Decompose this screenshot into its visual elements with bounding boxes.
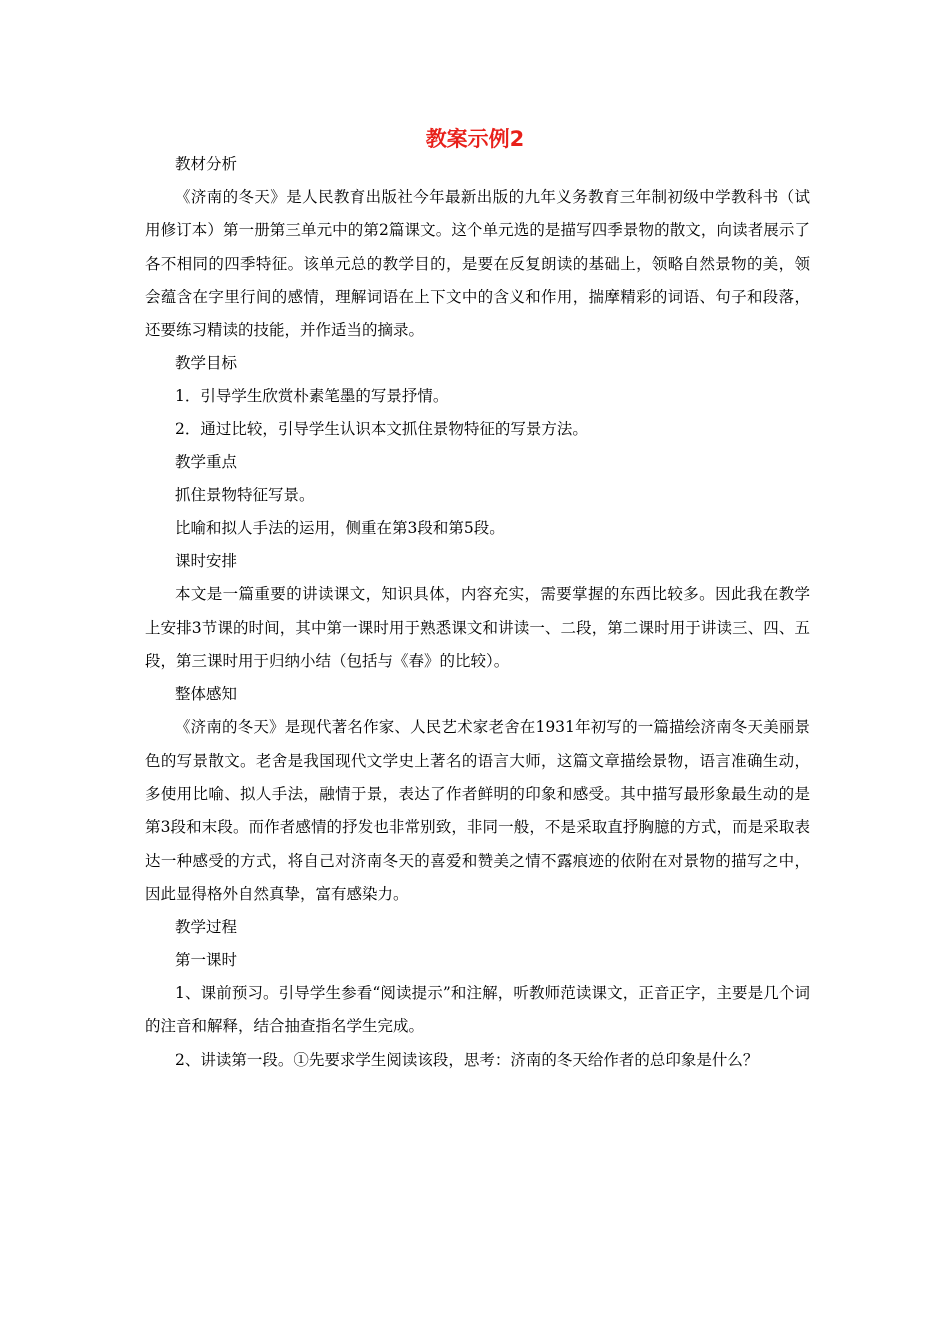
paragraph-step-2: 2、讲读第一段。①先要求学生阅读该段，思考：济南的冬天给作者的总印象是什么？ [175, 1050, 759, 1069]
paragraph-schedule: 本文是一篇重要的讲读课文，知识具体，内容充实，需要掌握的东西比较多。因此我在教学上安排3节课的时间，其中第一课时用于熟悉课文和讲读一、二段，第二课时用于讲读三、四、五段，第三课时用于归纳小结（包括与《春》的比较）。 [145, 585, 810, 671]
document-title: 教案示例2 [425, 127, 525, 151]
goal-item-1: 1．引导学生欣赏朴素笔墨的写景抒情。 [175, 387, 449, 406]
section-heading-material: 教材分析 [175, 155, 238, 173]
focus-item-2: 比喻和拟人手法的运用，侧重在第3段和第5段。 [175, 519, 505, 538]
section-heading-focus: 教学重点 [175, 453, 238, 472]
paragraph-material: 《济南的冬天》是人民教育出版社今年最新出版的九年义务教育三年制初级中学教科书（试用修订本）第一册第三单元中的第2篇课文。这个单元选的是描写四季景物的散文，向读者展示了各不相同的四季特征。该单元总的教学目的，是要在反复朗读的基础上，领略自然景物的美，领会蕴含在字里行间的感情，理解词语在上下文中的含义和作用，揣摩精彩的词语、句子和段落，还要练习精读的技能，并作适当的摘录。 [145, 188, 810, 340]
section-heading-process: 教学过程 [175, 918, 238, 937]
section-heading-schedule: 课时安排 [175, 552, 238, 571]
paragraph-step-1: 1、课前预习。引导学生参看“阅读提示”和注解，听教师范读课文，正音正字，主要是几个词的注音和解释，结合抽查指名学生完成。 [145, 984, 810, 1036]
focus-item-1: 抓住景物特征写景。 [175, 486, 315, 505]
goal-item-2: 2．通过比较，引导学生认识本文抓住景物特征的写景方法。 [175, 420, 588, 439]
paragraph-overall: 《济南的冬天》是现代著名作家、人民艺术家老舍在1931年初写的一篇描绘济南冬天美丽景色的写景散文。老舍是我国现代文学史上著名的语言大师，这篇文章描绘景物，语言准确生动，多使用比喻、拟人手法，融情于景，表达了作者鲜明的印象和感受。其中描写最形象最生动的是第3段和末段。而作者感情的抒发也非常别致，非同一般，不是采取直抒胸臆的方式，而是采取表达一种感受的方式，将自己对济南冬天的喜爱和赞美之情不露痕迹的依附在对景物的描写之中，因此显得格外自然真挚，富有感染力。 [145, 718, 810, 903]
section-heading-goals: 教学目标 [175, 354, 238, 373]
lesson-heading-1: 第一课时 [175, 951, 238, 970]
section-heading-overall: 整体感知 [175, 685, 238, 704]
document-body [145, 148, 810, 1077]
